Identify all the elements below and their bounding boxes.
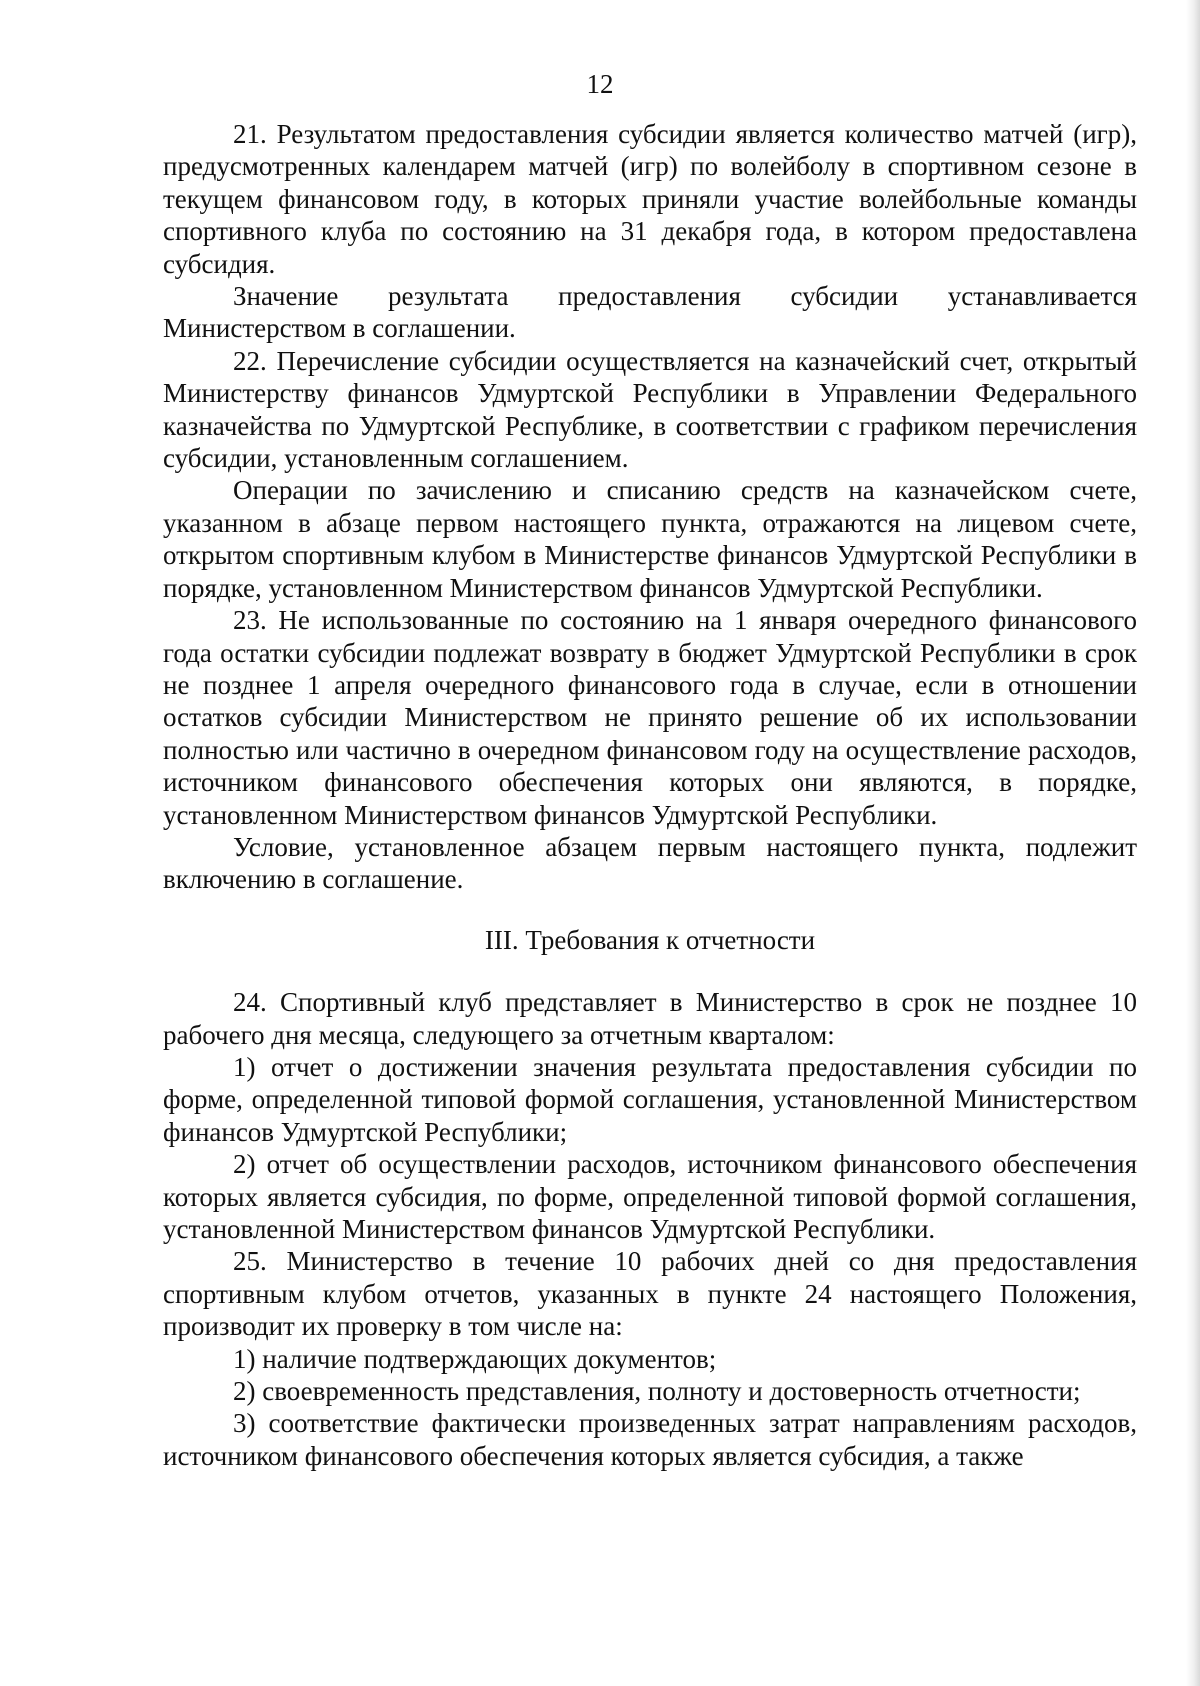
paragraph-23-condition: Условие, установленное абзацем первым настоящего пункта, подлежит включению в соглашение. bbox=[163, 831, 1137, 895]
paragraph-25-item-3: 3) соответствие фактически произведенных затрат направлениям расходов, источником финансового обеспечения которых является субсидия, а также bbox=[163, 1408, 1137, 1471]
paragraph-25: 25. Министерство в течение 10 рабочих дней со дня предоставления спортивным клубом отчетов, указанных в пункте 24 настоящего Положения, производит их проверку в том числе на: bbox=[163, 1246, 1137, 1342]
paragraph-24-item-1: 1) отчет о достижении значения результата предоставления субсидии по форме, определенной типовой формой соглашения, установленной Министерством финансов Удмуртской Республики; bbox=[163, 1051, 1137, 1147]
paragraph-21: 21. Результатом предоставления субсидии является количество матчей (игр), предусмотренных календарем матчей (игр) по волейболу в спортивном сезоне в текущем финансовом году, в которых приняли участие волейбольные команды спортивного клуба по состоянию на 31 декабря года, в котором предоставлена субсидия. bbox=[163, 119, 1137, 279]
page-number: 12 bbox=[586, 69, 614, 99]
section-heading: III. Требования к отчетности bbox=[484, 924, 816, 955]
paragraph-25-item-2: 2) своевременность представления, полноту и достоверность отчетности; bbox=[233, 1376, 1081, 1407]
paragraph-25-item-1: 1) наличие подтверждающих документов; bbox=[233, 1343, 717, 1374]
paragraph-24: 24. Спортивный клуб представляет в Министерство в срок не позднее 10 рабочего дня месяца, следующего за отчетным кварталом: bbox=[163, 987, 1137, 1050]
paragraph-23: 23. Не использованные по состоянию на 1 января очередного финансового года остатки субсидии подлежат возврату в бюджет Удмуртской Республики в срок не позднее 1 апреля очередного финансового года в случае, если в отношении остатков субсидии Министерством не принято решение об их использовании полностью или частично в очередном финансовом году на осуществление расходов, источником финансового обеспечения которых они являются, в порядке, установленном Министерством финансов Удмуртской Республики. bbox=[163, 605, 1137, 830]
paragraph-22: 22. Перечисление субсидии осуществляется на казначейский счет, открытый Министерству финансов Удмуртской Республики в Управлении Федерального казначейства по Удмуртской Республике, в соответствии с графиком перечисления субсидии, установленным соглашением. bbox=[163, 345, 1137, 474]
document-body bbox=[163, 118, 1137, 1472]
paragraph-21-result-value: Значение результата предоставления субсидии устанавливается Министерством в соглашении. bbox=[163, 281, 1137, 344]
scan-edge-shadow bbox=[1186, 0, 1200, 1686]
paragraph-24-item-2: 2) отчет об осуществлении расходов, источником финансового обеспечения которых является субсидия, по форме, определенной типовой формой соглашения, установленной Министерством финансов Удмуртской Республики. bbox=[163, 1149, 1137, 1244]
paragraph-22-operations: Операции по зачислению и списанию средств на казначейском счете, указанном в абзаце первом настоящего пункта, отражаются на лицевом счете, открытом спортивным клубом в Министерстве финансов Удмуртской Республики в порядке, установленном Министерством финансов Удмуртской Республики. bbox=[163, 475, 1137, 603]
